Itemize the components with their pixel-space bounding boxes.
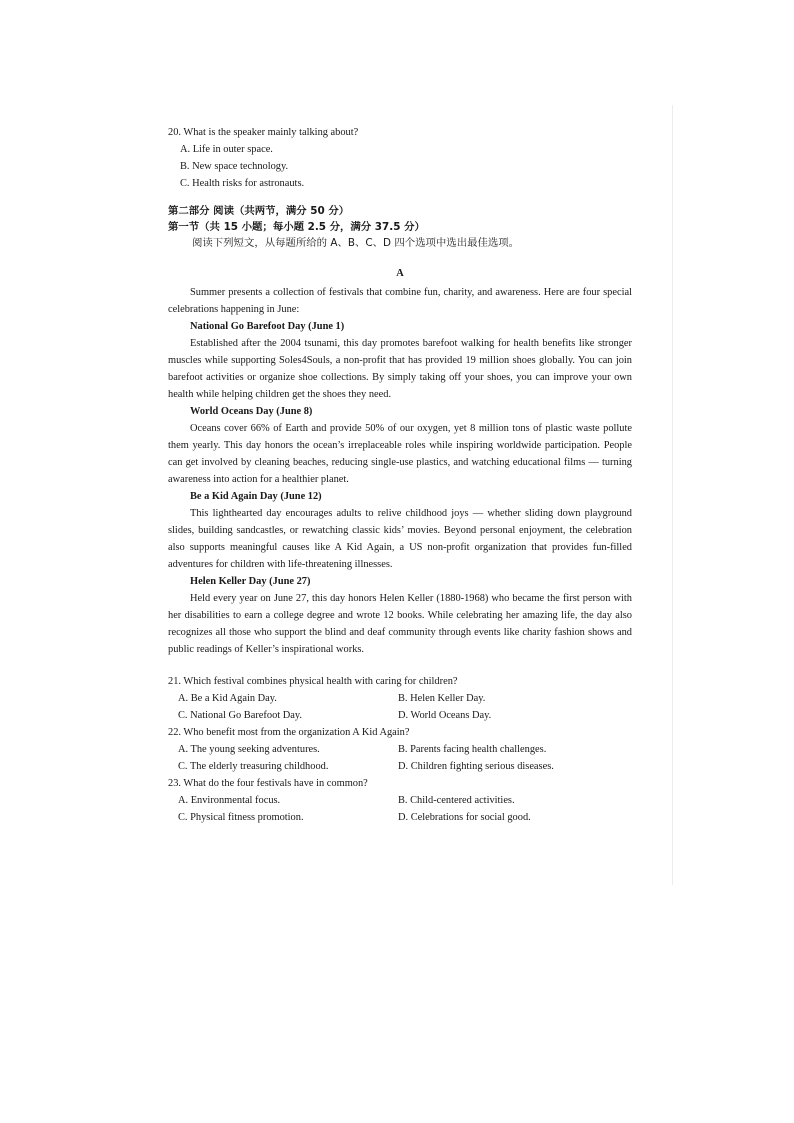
option-b: B. Child-centered activities. — [398, 795, 515, 806]
page-content — [168, 124, 632, 826]
option-row — [178, 707, 632, 724]
question-stem: 20. What is the speaker mainly talking about? — [168, 127, 359, 138]
section-part-title: 第二部分 阅读（共两节，满分 50 分） — [168, 205, 350, 217]
question-stem: 21. Which festival combines physical health with caring for children? — [168, 676, 458, 687]
question-21 — [168, 673, 632, 724]
section-subtitle: 第一节（共 15 小题；每小题 2.5 分，满分 37.5 分） — [168, 221, 425, 233]
option-d: D. Children fighting serious diseases. — [398, 761, 554, 772]
option-b: B. New space technology. — [180, 161, 289, 172]
questions-block — [168, 673, 632, 826]
option-a: A. Be a Kid Again Day. — [178, 693, 277, 704]
passage-letter: A — [396, 268, 404, 279]
option-c: C. National Go Barefoot Day. — [178, 710, 302, 721]
option-row — [178, 809, 632, 826]
festival-title: World Oceans Day (June 8) — [190, 406, 313, 417]
passage-a — [168, 265, 632, 658]
festival-text: Oceans cover 66% of Earth and provide 50% of our oxygen, yet 8 million tons of plastic waste pollute them yearly. This day honors the ocean’s irreplaceable roles while inspiring worldwide participation. People can get involved by cleaning beaches, reducing single-use plastics, and watching educational films — turning awareness into action for a healthier planet. — [168, 423, 632, 485]
section-instruction: 阅读下列短文，从每题所给的 A、B、C、D 四个选项中选出最佳选项。 — [192, 237, 520, 249]
option-c: C. Physical fitness promotion. — [178, 812, 304, 823]
question-23 — [168, 775, 632, 826]
festival-text: Held every year on June 27, this day honors Helen Keller (1880-1968) who became the first person with her disabilities to earn a college degree and wrote 12 books. While celebrating her amazing life, the day also recognizes all those who support the blind and deaf community through events like charity fashion shows and public readings of Keller’s inspirational works. — [168, 593, 632, 655]
option-b: B. Parents facing health challenges. — [398, 744, 547, 755]
question-stem: 23. What do the four festivals have in common? — [168, 778, 368, 789]
option-c: C. Health risks for astronauts. — [180, 178, 305, 189]
option-row — [178, 758, 632, 775]
option-a: A. Life in outer space. — [180, 144, 273, 155]
option-a: A. Environmental focus. — [178, 795, 281, 806]
festival-title: Be a Kid Again Day (June 12) — [190, 491, 322, 502]
question-22 — [168, 724, 632, 775]
festival-text: This lighthearted day encourages adults to relive childhood joys — whether sliding down playground slides, building sandcastles, or rewatching classic kids’ movies. Beyond personal enjoyment, the celebration also supports meaningful causes like A Kid Again, a US non-profit organization that provides fun-filled adventures for children with life-threatening illnesses. — [168, 508, 632, 570]
option-row — [178, 690, 632, 707]
scan-edge-line — [672, 105, 673, 885]
option-b: B. Helen Keller Day. — [398, 693, 486, 704]
festival-title: Helen Keller Day (June 27) — [190, 576, 311, 587]
option-d: D. World Oceans Day. — [398, 710, 492, 721]
option-d: D. Celebrations for social good. — [398, 812, 531, 823]
option-row — [178, 741, 632, 758]
passage-intro: Summer presents a collection of festivals that combine fun, charity, and awareness. Here are four special celebrations happening in June: — [168, 287, 632, 315]
option-a: A. The young seeking adventures. — [178, 744, 320, 755]
festival-text: Established after the 2004 tsunami, this day promotes barefoot walking for health benefits like stronger muscles while supporting Soles4Souls, a non-profit that has provided 19 million shoes globally. You can join barefoot activities or organize shoe collections. By simply taking off your shoes, you can improve your own health while helping children get the shoes they need. — [168, 338, 632, 400]
option-row — [178, 792, 632, 809]
festival-title: National Go Barefoot Day (June 1) — [190, 321, 345, 332]
option-c: C. The elderly treasuring childhood. — [178, 761, 329, 772]
question-20 — [168, 124, 632, 192]
question-stem: 22. Who benefit most from the organization A Kid Again? — [168, 727, 410, 738]
